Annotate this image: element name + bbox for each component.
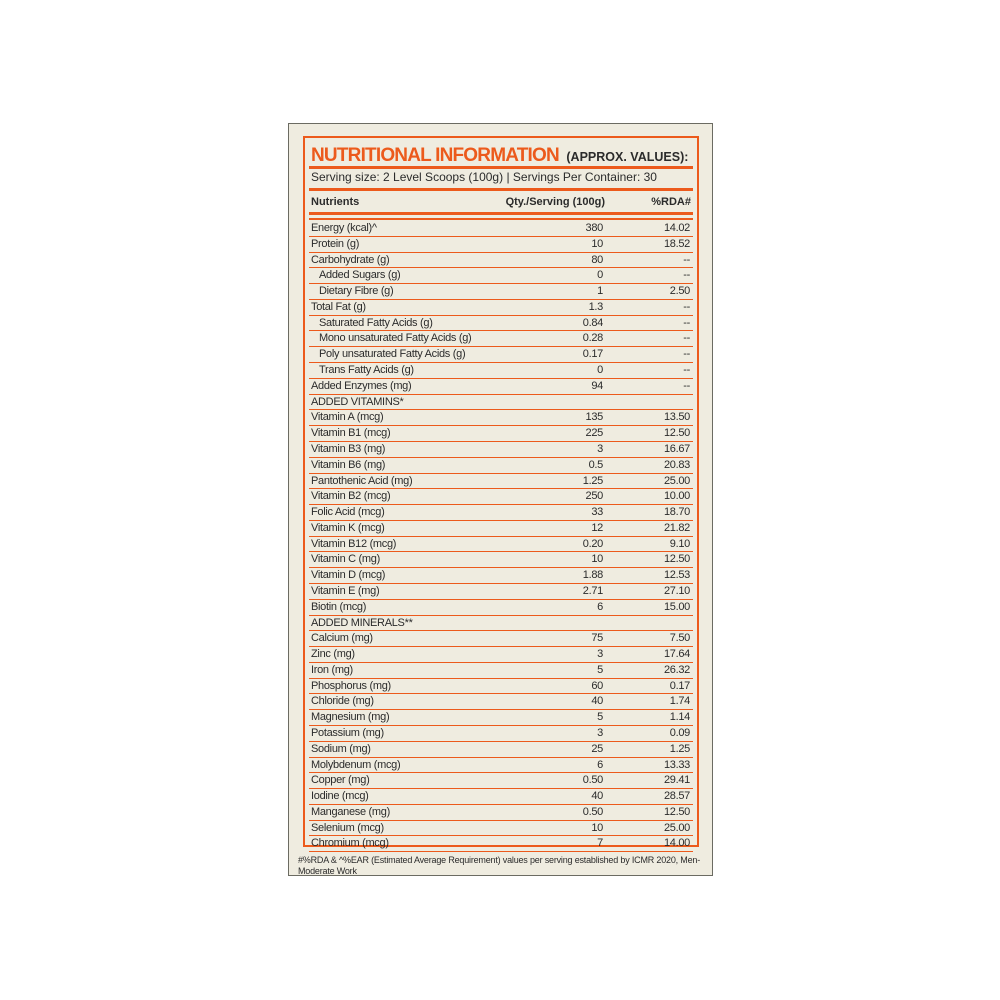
nutrition-label-card <box>288 123 713 876</box>
qty-value: 25 <box>591 742 603 755</box>
table-row <box>309 789 693 805</box>
table-row <box>309 600 693 616</box>
qty-value: 380 <box>585 222 603 234</box>
nutrient-table <box>309 221 693 852</box>
table-row <box>309 221 693 237</box>
nutrient-name: Vitamin B2 (mcg) <box>311 490 391 503</box>
table-row <box>309 300 693 316</box>
nutrient-name: Added Sugars (g) <box>319 269 401 282</box>
nutrient-name: Vitamin D (mcg) <box>311 569 386 582</box>
qty-value: 6 <box>597 600 603 613</box>
nutrient-name: Vitamin C (mg) <box>311 553 380 566</box>
nutrient-name: Poly unsaturated Fatty Acids (g) <box>319 348 466 361</box>
nutrient-name: Magnesium (mg) <box>311 711 390 724</box>
header-divider-bottom <box>309 218 693 220</box>
nutrient-name: Folic Acid (mcg) <box>311 506 385 519</box>
table-row <box>309 363 693 379</box>
rda-value: 12.50 <box>663 427 690 440</box>
nutrient-name: Vitamin E (mg) <box>311 584 380 597</box>
nutrient-name: Vitamin A (mcg) <box>311 411 384 424</box>
qty-value: 7 <box>597 837 603 850</box>
table-row <box>309 284 693 300</box>
rda-value: -- <box>683 300 690 313</box>
qty-value: 40 <box>591 790 603 803</box>
table-row <box>309 474 693 490</box>
nutrient-name: Manganese (mg) <box>311 805 390 818</box>
nutrient-name: Phosphorus (mg) <box>311 679 391 692</box>
rda-value: 26.32 <box>663 663 690 676</box>
table-row <box>309 631 693 647</box>
rda-value: 15.00 <box>663 600 690 613</box>
qty-value: 3 <box>597 442 603 455</box>
qty-value: 1.25 <box>582 474 603 487</box>
rda-value: 2.50 <box>669 285 690 298</box>
nutrient-name: ADDED MINERALS** <box>311 616 413 629</box>
table-row <box>309 710 693 726</box>
nutrient-name: Sodium (mg) <box>311 742 371 755</box>
nutrient-name: Vitamin B3 (mg) <box>311 442 386 455</box>
qty-value: 3 <box>597 727 603 739</box>
table-row <box>309 379 693 395</box>
qty-value: 2.71 <box>582 584 603 597</box>
table-row <box>309 663 693 679</box>
qty-value: 0 <box>597 269 603 282</box>
qty-value: 225 <box>585 427 603 440</box>
table-row <box>309 442 693 458</box>
nutrient-name: Biotin (mcg) <box>311 600 367 613</box>
nutrient-name: Iron (mg) <box>311 663 353 676</box>
panel-title <box>311 146 688 165</box>
rda-value: 25.00 <box>663 821 690 834</box>
nutrient-name: Added Enzymes (mg) <box>311 379 412 392</box>
table-row <box>309 647 693 663</box>
nutrient-name: Chloride (mg) <box>311 695 374 708</box>
table-row <box>309 742 693 758</box>
nutrient-name: Zinc (mg) <box>311 648 355 661</box>
table-row <box>309 805 693 821</box>
header-nutrients: Nutrients <box>311 196 360 208</box>
rda-value: 25.00 <box>663 474 690 487</box>
table-row <box>309 253 693 269</box>
qty-value: 60 <box>591 679 603 692</box>
table-row <box>309 821 693 837</box>
table-row <box>309 505 693 521</box>
qty-value: 135 <box>585 411 603 424</box>
table-row <box>309 458 693 474</box>
qty-value: 0.84 <box>582 316 603 329</box>
nutrient-name: Carbohydrate (g) <box>311 253 390 266</box>
rda-value: 18.70 <box>663 506 690 519</box>
qty-value: 5 <box>597 663 603 676</box>
table-row <box>309 537 693 553</box>
qty-value: 3 <box>597 648 603 661</box>
qty-value: 0 <box>597 364 603 377</box>
table-row <box>309 773 693 789</box>
nutrient-name: Vitamin B6 (mg) <box>311 458 386 471</box>
rda-value: 13.33 <box>663 758 690 771</box>
title-main: NUTRITIONAL INFORMATION <box>311 145 559 166</box>
nutrient-name: Saturated Fatty Acids (g) <box>319 316 433 329</box>
table-row <box>309 758 693 774</box>
rda-value: -- <box>683 348 690 361</box>
rda-value: 10.00 <box>663 490 690 503</box>
qty-value: 0.17 <box>582 348 603 361</box>
table-row <box>309 679 693 695</box>
nutrient-name: Chromium (mcg) <box>311 837 389 850</box>
qty-value: 1 <box>597 285 603 298</box>
serving-info: Serving size: 2 Level Scoops (100g) | Servings Per Container: 30 <box>311 170 657 184</box>
nutrient-name: Copper (mg) <box>311 774 370 787</box>
title-divider <box>309 166 693 169</box>
rda-value: -- <box>683 332 690 345</box>
table-row <box>309 426 693 442</box>
rda-value: 0.09 <box>669 727 690 739</box>
table-row <box>309 316 693 332</box>
table-row <box>309 694 693 710</box>
rda-value: 21.82 <box>663 521 690 534</box>
qty-value: 40 <box>591 695 603 708</box>
nutrition-panel <box>303 136 699 850</box>
rda-value: -- <box>683 316 690 329</box>
rda-value: 16.67 <box>663 442 690 455</box>
nutrient-name: Dietary Fibre (g) <box>319 285 394 298</box>
rda-value: -- <box>683 253 690 266</box>
serving-divider <box>309 188 693 191</box>
rda-value: 12.50 <box>663 553 690 566</box>
qty-value: 10 <box>591 821 603 834</box>
rda-value: 28.57 <box>663 790 690 803</box>
rda-value: 12.53 <box>663 569 690 582</box>
header-rda: %RDA# <box>651 196 691 208</box>
qty-value: 10 <box>591 553 603 566</box>
rda-value: -- <box>683 379 690 392</box>
footnote: #%RDA & ^%EAR (Estimated Average Requirement) values per serving established by ICMR 2020, Men-Moderate Work <box>298 855 700 876</box>
table-row <box>309 726 693 742</box>
table-row <box>309 395 693 411</box>
qty-value: 1.88 <box>582 569 603 582</box>
nutrient-name: Pantothenic Acid (mg) <box>311 474 413 487</box>
rda-value: -- <box>683 364 690 377</box>
rda-value: 7.50 <box>669 632 690 645</box>
nutrient-name: Trans Fatty Acids (g) <box>319 364 414 377</box>
nutrient-name: Vitamin B12 (mcg) <box>311 537 397 550</box>
rda-value: 14.00 <box>663 837 690 850</box>
header-divider-top <box>309 212 693 215</box>
table-row <box>309 331 693 347</box>
qty-value: 80 <box>591 253 603 266</box>
qty-value: 0.50 <box>582 774 603 787</box>
header-qty: Qty./Serving (100g) <box>505 196 605 208</box>
table-row <box>309 584 693 600</box>
table-row <box>309 347 693 363</box>
nutrient-name: Iodine (mcg) <box>311 790 369 803</box>
rda-value: 9.10 <box>669 537 690 550</box>
qty-value: 10 <box>591 237 603 250</box>
qty-value: 94 <box>591 379 603 392</box>
nutrient-name: Mono unsaturated Fatty Acids (g) <box>319 332 472 345</box>
qty-value: 250 <box>585 490 603 503</box>
rda-value: 17.64 <box>663 648 690 661</box>
nutrient-name: Vitamin B1 (mcg) <box>311 427 391 440</box>
rda-value: -- <box>683 269 690 282</box>
qty-value: 0.5 <box>588 458 603 471</box>
nutrient-name: Calcium (mg) <box>311 632 373 645</box>
table-row <box>309 836 693 852</box>
table-row <box>309 552 693 568</box>
rda-value: 27.10 <box>663 584 690 597</box>
qty-value: 1.3 <box>588 300 603 313</box>
rda-value: 18.52 <box>663 237 690 250</box>
nutrient-name: ADDED VITAMINS* <box>311 395 404 408</box>
rda-value: 14.02 <box>663 222 690 234</box>
qty-value: 75 <box>591 632 603 645</box>
table-row <box>309 521 693 537</box>
nutrient-name: Energy (kcal)^ <box>311 222 377 234</box>
qty-value: 6 <box>597 758 603 771</box>
rda-value: 1.25 <box>669 742 690 755</box>
table-row <box>309 237 693 253</box>
qty-value: 0.20 <box>582 537 603 550</box>
rda-value: 12.50 <box>663 805 690 818</box>
nutrient-name: Selenium (mcg) <box>311 821 384 834</box>
nutrient-name: Potassium (mg) <box>311 727 384 739</box>
qty-value: 33 <box>591 506 603 519</box>
nutrient-name: Total Fat (g) <box>311 300 366 313</box>
rda-value: 1.74 <box>669 695 690 708</box>
rda-value: 1.14 <box>669 711 690 724</box>
nutrient-name: Vitamin K (mcg) <box>311 521 385 534</box>
nutrient-name: Molybdenum (mcg) <box>311 758 401 771</box>
nutrient-name: Protein (g) <box>311 237 360 250</box>
qty-value: 0.28 <box>582 332 603 345</box>
table-row <box>309 616 693 632</box>
qty-value: 5 <box>597 711 603 724</box>
table-row <box>309 410 693 426</box>
table-row <box>309 489 693 505</box>
qty-value: 12 <box>591 521 603 534</box>
qty-value: 0.50 <box>582 805 603 818</box>
rda-value: 13.50 <box>663 411 690 424</box>
rda-value: 20.83 <box>663 458 690 471</box>
table-header <box>311 196 691 212</box>
table-row <box>309 568 693 584</box>
table-row <box>309 268 693 284</box>
rda-value: 29.41 <box>663 774 690 787</box>
title-suffix: (APPROX. VALUES): <box>566 150 689 164</box>
rda-value: 0.17 <box>669 679 690 692</box>
